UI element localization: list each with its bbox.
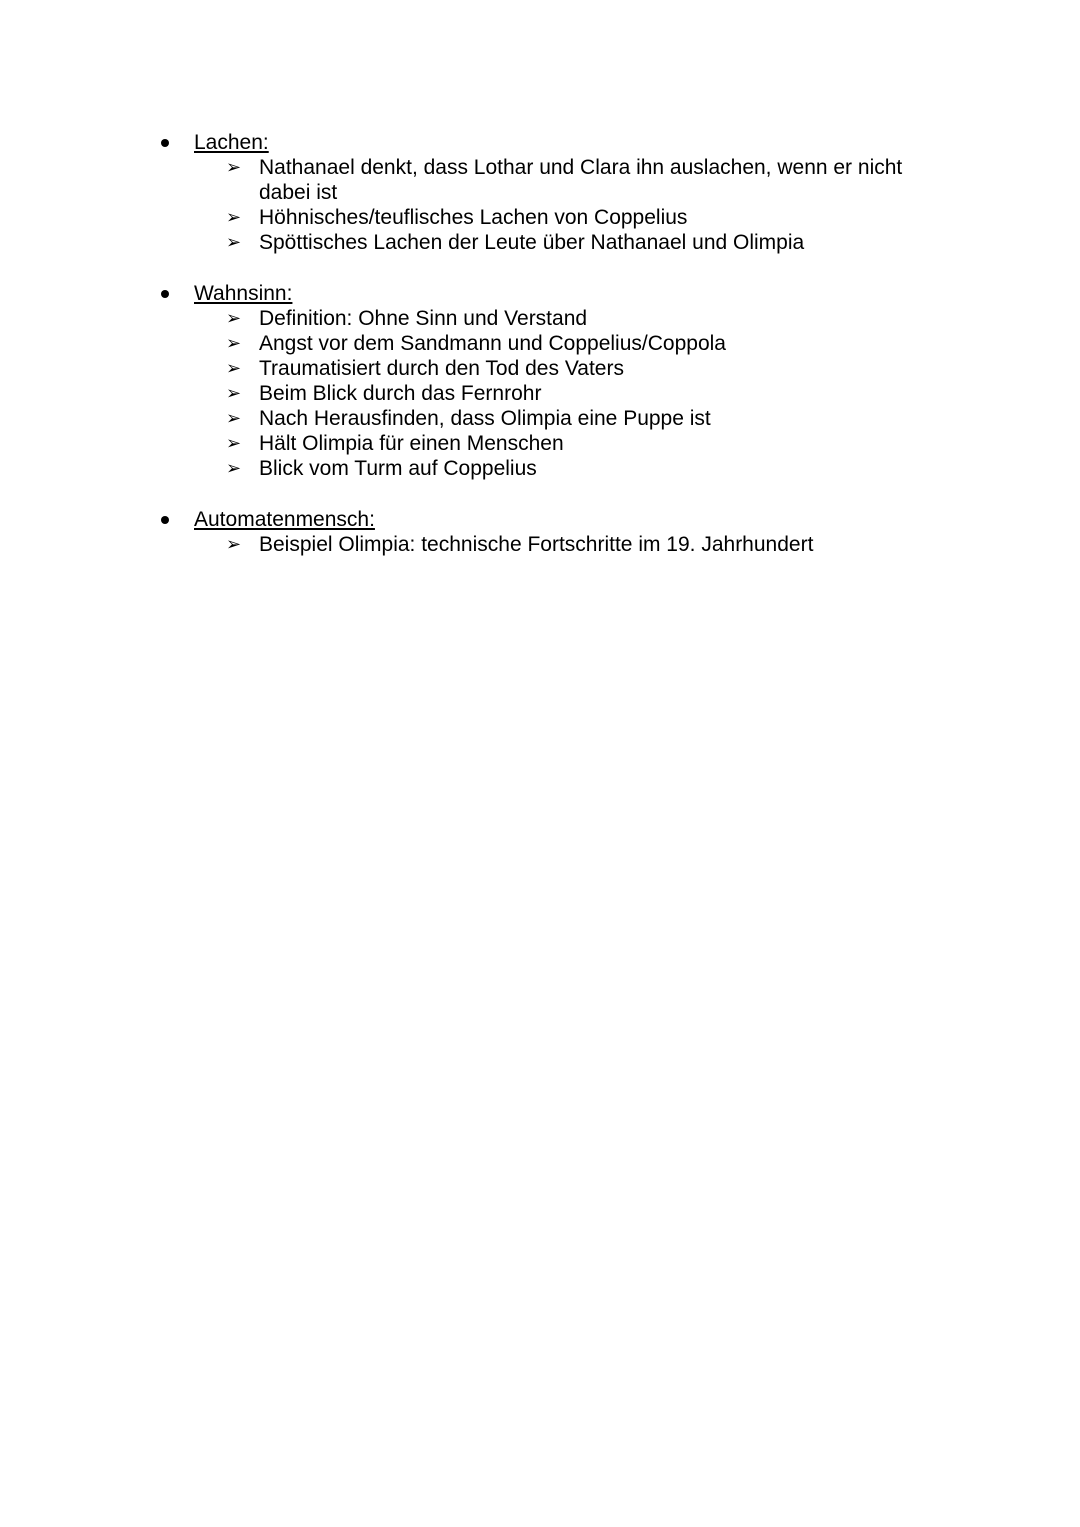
section-heading-row xyxy=(0,130,1080,155)
arrow-bullet-icon: ➢ xyxy=(226,534,242,554)
list-item xyxy=(0,155,939,205)
list-item xyxy=(0,406,939,431)
bullet-icon xyxy=(161,290,169,298)
item-list xyxy=(0,306,1080,481)
item-text: Beim Blick durch das Fernrohr xyxy=(259,382,542,405)
item-text: Definition: Ohne Sinn und Verstand xyxy=(259,307,588,330)
arrow-bullet-icon: ➢ xyxy=(226,157,242,177)
item-list xyxy=(0,532,1080,557)
item-list xyxy=(0,155,1080,255)
arrow-bullet-icon: ➢ xyxy=(226,408,242,428)
arrow-bullet-icon: ➢ xyxy=(226,358,242,378)
list-item xyxy=(0,381,939,406)
list-item xyxy=(0,205,939,230)
arrow-bullet-icon: ➢ xyxy=(226,433,242,453)
list-item xyxy=(0,456,939,481)
item-text: Spöttisches Lachen der Leute über Nathanael und Olimpia xyxy=(259,231,805,254)
item-text: Blick vom Turm auf Coppelius xyxy=(259,457,537,480)
bullet-icon xyxy=(161,139,169,147)
section xyxy=(0,130,1080,255)
section-heading-row xyxy=(0,281,1080,306)
list-item xyxy=(0,431,939,456)
arrow-bullet-icon: ➢ xyxy=(226,232,242,252)
list-item xyxy=(0,306,939,331)
item-text: Traumatisiert durch den Tod des Vaters xyxy=(259,357,624,380)
list-item xyxy=(0,331,939,356)
list-item xyxy=(0,356,939,381)
item-text: Höhnisches/teuflisches Lachen von Coppelius xyxy=(259,206,688,229)
item-text: Beispiel Olimpia: technische Fortschritte im 19. Jahrhundert xyxy=(259,533,814,556)
section xyxy=(0,281,1080,481)
section-heading: Automatenmensch: xyxy=(194,508,375,531)
item-text: Nathanael denkt, dass Lothar und Clara ihn auslachen, wenn er nicht dabei ist xyxy=(259,156,903,204)
section-heading: Wahnsinn: xyxy=(194,282,293,305)
arrow-bullet-icon: ➢ xyxy=(226,458,242,478)
section-heading-row xyxy=(0,507,1080,532)
list-item xyxy=(0,532,939,557)
item-text: Hält Olimpia für einen Menschen xyxy=(259,432,564,455)
bullet-icon xyxy=(161,516,169,524)
section xyxy=(0,507,1080,557)
list-item xyxy=(0,230,939,255)
arrow-bullet-icon: ➢ xyxy=(226,308,242,328)
item-text: Nach Herausfinden, dass Olimpia eine Puppe ist xyxy=(259,407,711,430)
document-body xyxy=(0,130,1080,583)
item-text: Angst vor dem Sandmann und Coppelius/Coppola xyxy=(259,332,726,355)
arrow-bullet-icon: ➢ xyxy=(226,333,242,353)
section-heading: Lachen: xyxy=(194,131,269,154)
arrow-bullet-icon: ➢ xyxy=(226,383,242,403)
arrow-bullet-icon: ➢ xyxy=(226,207,242,227)
